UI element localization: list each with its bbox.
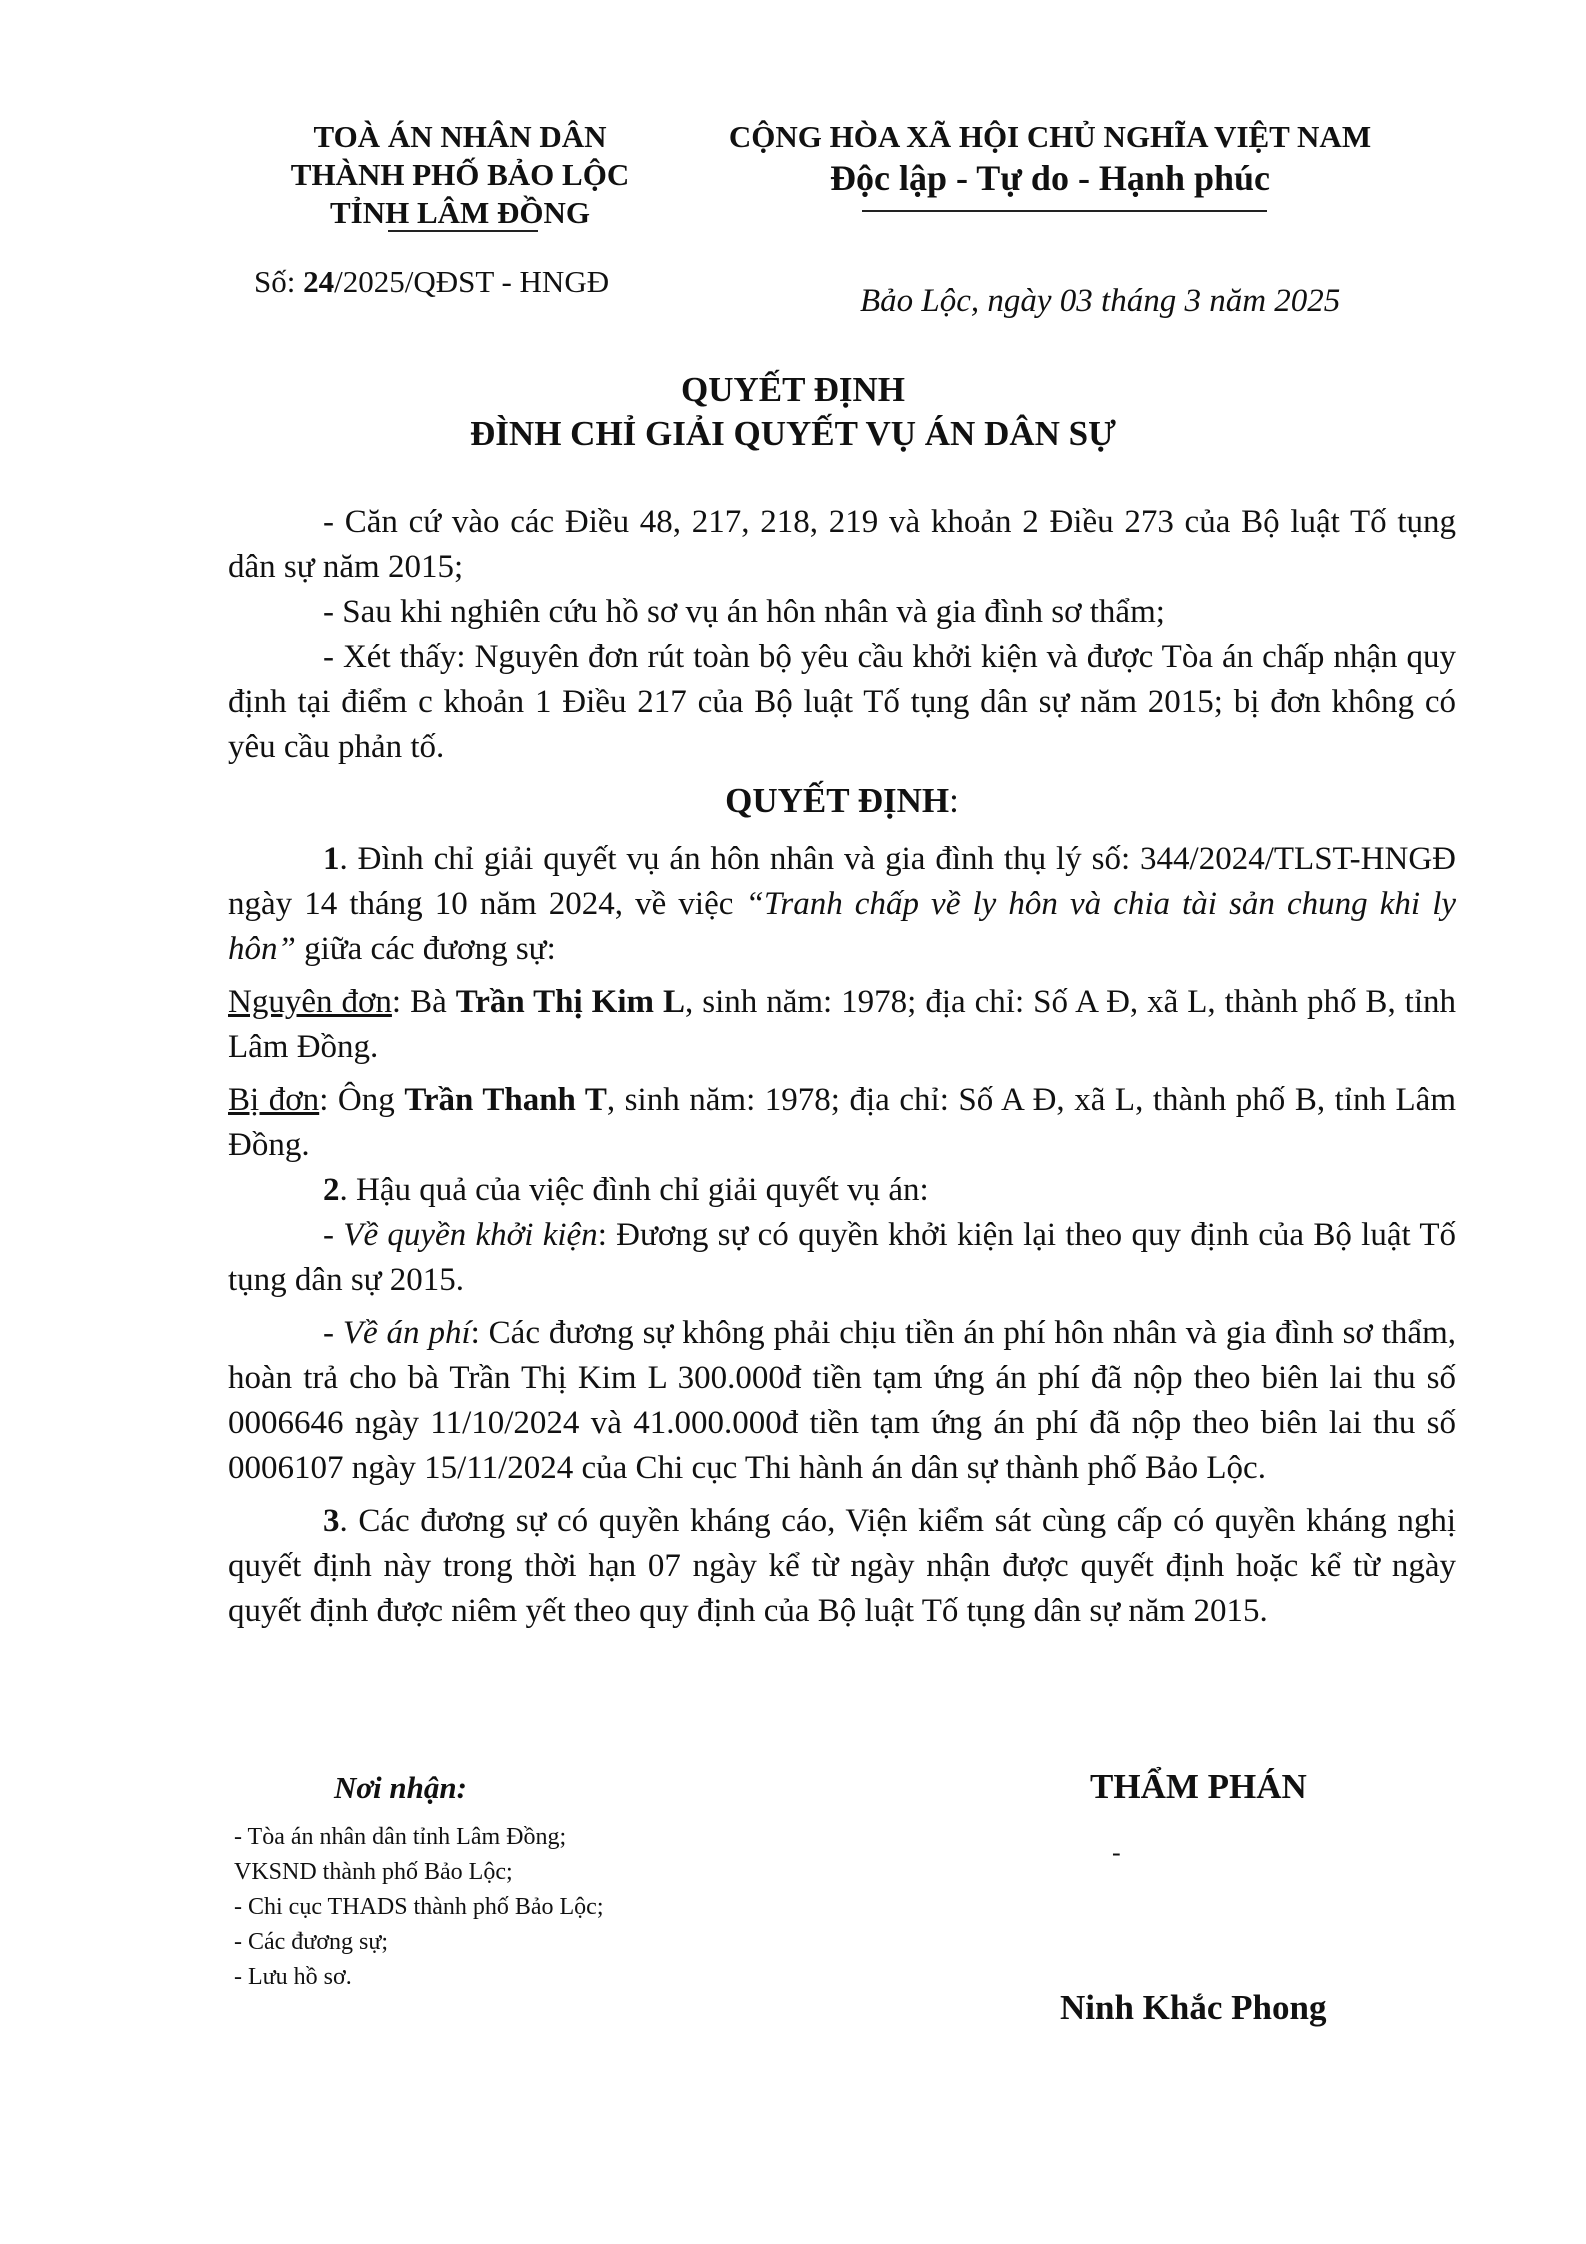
decision-colon: :	[949, 781, 959, 820]
court-underline	[388, 230, 538, 232]
court-line-3: TỈNH LÂM ĐỒNG	[329, 195, 591, 230]
recipient-item: - Các đương sự;	[234, 1929, 389, 1955]
title-line-1: QUYẾT ĐỊNH	[681, 370, 905, 409]
number-suffix: /2025/QĐST - HNGĐ	[334, 264, 610, 299]
decision-item-3	[228, 1499, 1456, 1634]
court-line-2: THÀNH PHỐ BẢO LỘC	[290, 157, 630, 192]
signature-mark: -	[1112, 1838, 1121, 1867]
motto-underline	[862, 210, 1267, 212]
recipients-title: Nơi nhận:	[334, 1770, 467, 1805]
national-motto: Độc lập - Tự do - Hạnh phúc	[829, 158, 1271, 198]
item-2-text: . Hậu quả của việc đình chỉ giải quyết vụ án:	[339, 1172, 929, 1208]
document-title	[0, 368, 1586, 456]
plaintiff-name: Trần Thị Kim L	[455, 984, 685, 1020]
recipient-item: - Tòa án nhân dân tỉnh Lâm Đồng;	[234, 1824, 567, 1850]
judge-title: THẨM PHÁN	[1090, 1767, 1307, 1806]
title-line-2: ĐÌNH CHỈ GIẢI QUYẾT VỤ ÁN DÂN SỰ	[470, 414, 1116, 453]
number-prefix: Số:	[254, 264, 304, 299]
court-name-block	[250, 118, 670, 232]
plaintiff-label: Nguyên đơn	[228, 984, 392, 1020]
nation-name: CỘNG HÒA XÃ HỘI CHỦ NGHĨA VIỆT NAM	[728, 119, 1372, 154]
court-line-1: TOÀ ÁN NHÂN DÂN	[313, 119, 607, 154]
item-3-number: 3	[323, 1503, 340, 1539]
plaintiff-details: , sinh năm: 1978; địa chỉ: Số A Đ, xã L, thành phố B, tỉnh Lâm Đồng.	[228, 984, 1457, 1065]
defendant-name: Trần Thanh T	[404, 1082, 607, 1118]
recipient-item: VKSND thành phố Bảo Lộc;	[234, 1859, 513, 1885]
decision-item-2	[228, 1168, 1456, 1213]
ground-finding: - Xét thấy: Nguyên đơn rút toàn bộ yêu cầu khởi kiện và được Tòa án chấp nhận quy định tại điểm c khoản 1 Điều 217 của Bộ luật Tố tụng dân sự năm 2015; bị đơn không có yêu cầu phản tố.	[228, 639, 1456, 765]
recipient-item: - Chi cục THADS thành phố Bảo Lộc;	[234, 1894, 604, 1920]
recipient-item: - Lưu hồ sơ.	[234, 1964, 352, 1990]
decision-item-1	[228, 837, 1456, 972]
judge-name: Ninh Khắc Phong	[1060, 1988, 1327, 2027]
decision-heading-text: QUYẾT ĐỊNH	[725, 781, 950, 820]
document-number	[254, 264, 609, 300]
decision-heading	[228, 778, 1456, 823]
item-1-number: 1	[323, 841, 340, 877]
defendant-prefix: : Ông	[319, 1082, 405, 1118]
court-fee-text: : Các đương sự không phải chịu tiền án phí hôn nhân và gia đình sơ thẩm, hoàn trả cho bà Trần Thị Kim L 300.000đ tiền tạm ứng án phí đã nộp theo biên lai thu số 0006646 ngày 11/10/2024 và 41.000.000đ tiền tạm ứng án phí đã nộp theo biên lai thu số 0006107 ngày 15/11/2024 của Chi cục Thi hành án dân sự thành phố Bảo Lộc.	[228, 1315, 1456, 1486]
case-title: “Tranh chấp về ly hôn và chia tài sản chung khi ly hôn”	[228, 886, 1457, 967]
number-value: 24	[303, 264, 335, 299]
item-1-text: . Đình chỉ giải quyết vụ án hôn nhân và gia đình thụ lý số: 344/2024/TLST-HNGĐ ngày 14 tháng 10 năm 2024, về việc	[228, 841, 1456, 922]
defendant-details: , sinh năm: 1978; địa chỉ: Số A Đ, xã L, thành phố B, tỉnh Lâm Đồng.	[228, 1082, 1456, 1163]
defendant-line	[228, 1078, 1456, 1168]
right-to-sue-text: : Đương sự có quyền khởi kiện lại theo quy định của Bộ luật Tố tụng dân sự 2015.	[228, 1217, 1456, 1298]
plaintiff-prefix: : Bà	[391, 984, 456, 1020]
item-3-text: . Các đương sự có quyền kháng cáo, Viện kiểm sát cùng cấp có quyền kháng nghị quyết định này trong thời hạn 07 ngày kể từ ngày nhận được quyết định hoặc kể từ ngày quyết định được niêm yết theo quy định của Bộ luật Tố tụng dân sự năm 2015.	[228, 1503, 1456, 1629]
defendant-label: Bị đơn	[228, 1082, 320, 1118]
document-body	[228, 500, 1456, 1634]
place-and-date: Bảo Lộc, ngày 03 tháng 3 năm 2025	[860, 283, 1341, 319]
ground-review: - Sau khi nghiên cứu hồ sơ vụ án hôn nhân và gia đình sơ thẩm;	[323, 594, 1165, 630]
consequence-court-fee	[228, 1311, 1456, 1491]
consequence-right-to-sue	[228, 1213, 1456, 1303]
recipients-block	[234, 1770, 794, 1995]
national-header	[700, 118, 1400, 200]
plaintiff-line	[228, 980, 1456, 1070]
court-fee-label: - Về án phí	[323, 1315, 471, 1351]
ground-legal-basis: - Căn cứ vào các Điều 48, 217, 218, 219 và khoản 2 Điều 273 của Bộ luật Tố tụng dân sự năm 2015;	[228, 504, 1456, 585]
item-2-number: 2	[323, 1172, 340, 1208]
right-to-sue-label: - Về quyền khởi kiện	[323, 1217, 598, 1253]
item-1-tail: giữa các đương sự:	[295, 931, 556, 967]
recipients-list	[234, 1820, 794, 1995]
